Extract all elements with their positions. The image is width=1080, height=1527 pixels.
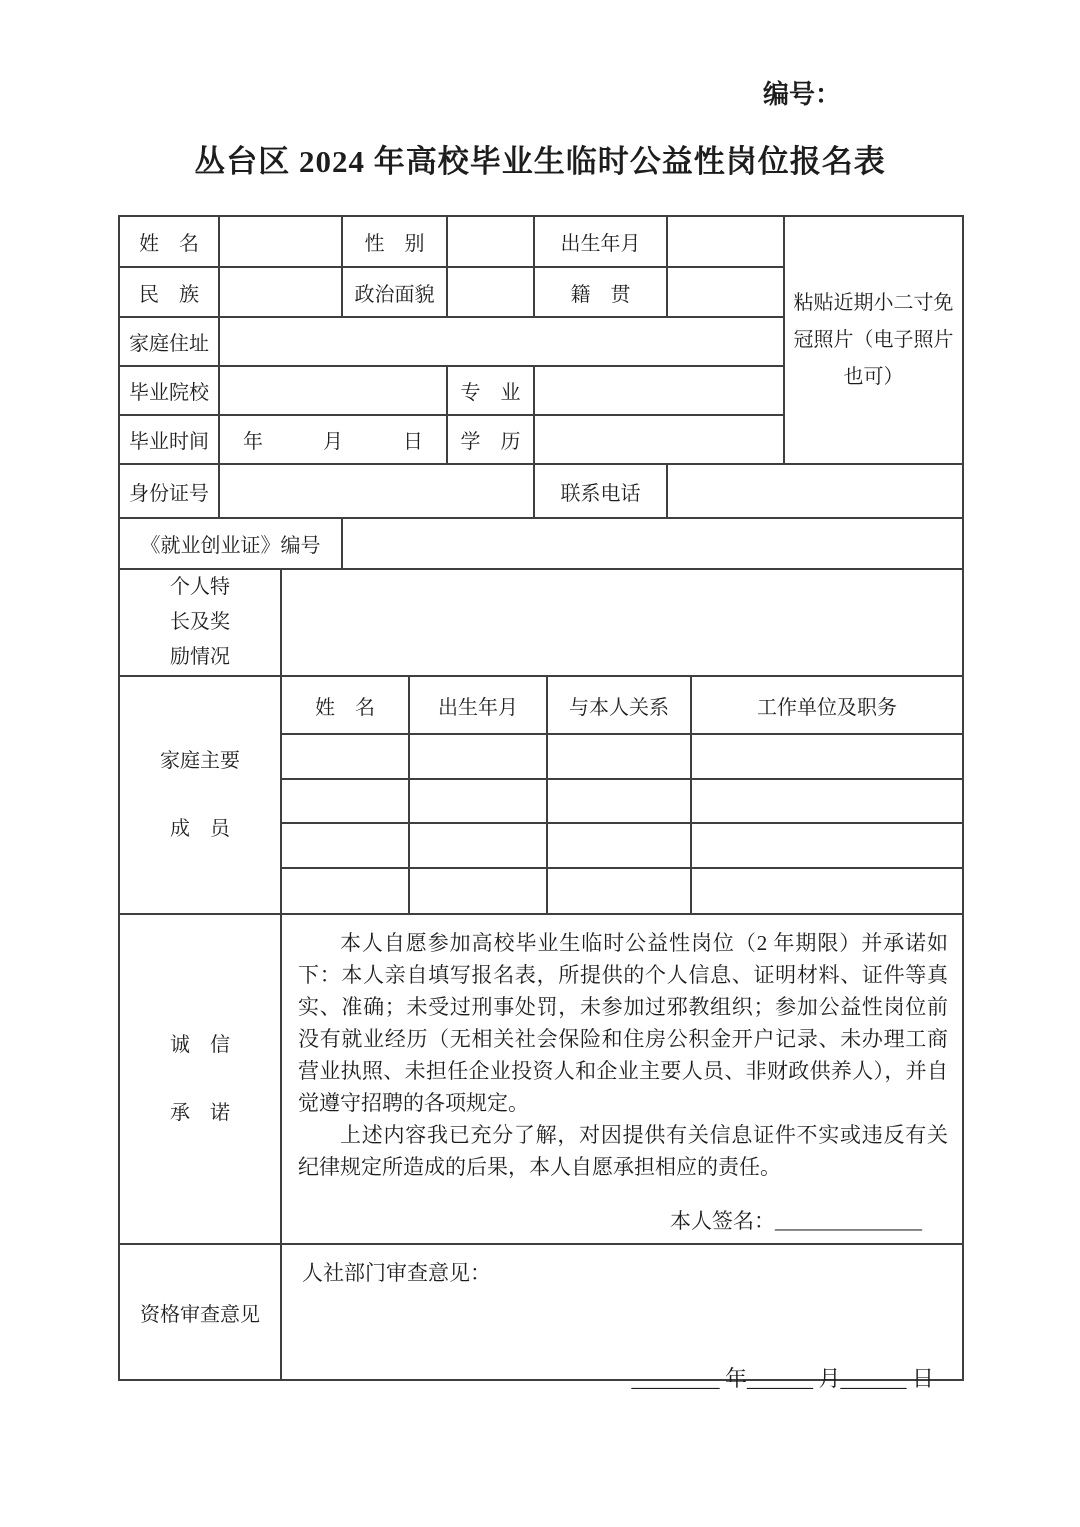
family-member-cell [281,779,409,823]
family-member-cell [691,779,963,823]
family-col-relation: 与本人关系 [547,676,691,734]
date-signature-line: ________ 年______ 月______ 日 [631,1366,934,1391]
pledge-label-line2: 承 诺 [170,1102,230,1124]
native-place-label-cell: 籍 贯 [534,267,667,317]
family-members-table [118,675,964,915]
political-status-label-cell: 政治面貌 [342,267,447,317]
graduation-date-label-cell: 毕业时间 [119,415,219,464]
review-table [118,1243,964,1381]
birth-date-value-cell [667,216,784,267]
review-label-cell: 资格审查意见 [119,1244,281,1380]
family-label-line1: 家庭主要 [160,750,240,772]
home-address-value-cell [219,317,784,366]
family-member-cell [547,734,691,779]
employment-cert-value-cell [342,518,963,569]
graduate-school-value-cell [219,366,447,415]
graduate-school-label-cell: 毕业院校 [119,366,219,415]
applicant-signature-line: 本人签名：______________ [670,1209,922,1233]
review-content-cell: 人社部门审查意见： [281,1244,963,1380]
family-member-cell [409,734,547,779]
gender-label-cell: 性 别 [342,216,447,267]
birth-date-label-cell: 出生年月 [534,216,667,267]
row-id-phone [119,464,963,518]
family-member-cell [409,823,547,868]
family-col-workplace: 工作单位及职务 [691,676,963,734]
family-members-label-cell [119,676,281,914]
family-member-cell [691,868,963,914]
strengths-value-cell [281,569,963,676]
employment-cert-label-cell: 《就业创业证》编号 [119,518,342,569]
family-member-cell [281,734,409,779]
ethnicity-label-cell: 民 族 [119,267,219,317]
strengths-label-line1: 个人特 [170,576,230,598]
name-value-cell [219,216,342,267]
gender-value-cell [447,216,534,267]
family-member-cell [409,779,547,823]
name-label-cell: 姓 名 [119,216,219,267]
row-name-gender-birth [119,216,963,267]
education-value-cell [534,415,784,464]
family-member-cell [281,823,409,868]
strengths-label-line2: 长及奖 [170,611,230,633]
serial-number-label: 编号： [763,80,842,109]
photo-placeholder-cell: 粘贴近期小二寸免冠照片（电子照片也可） [784,216,963,464]
pledge-paragraph-1: 本人自愿参加高校毕业生临时公益性岗位（2 年期限）并承诺如下：本人亲自填写报名表，所提供的个人信息、证明材料、证件等真实、准确；未受过刑事处罚，未参加过邪教组织；参加公益性岗位前没有就业经历（无相关社会保险和住房公积金开户记录、未办理工商营业执照、未担任企业投资人和企业主要人员、非财政供养人），并自觉遵守招聘的各项规定。 [298,931,948,1115]
education-label-cell: 学 历 [447,415,534,464]
ethnicity-value-cell [219,267,342,317]
graduation-date-value-cell: 年 月 日 [219,415,447,464]
strengths-label-cell [119,569,281,676]
family-member-cell [691,734,963,779]
family-label-line2: 成 员 [170,818,230,840]
strengths-label-line3: 励情况 [170,646,230,668]
row-pledge [119,914,963,1244]
native-place-value-cell [667,267,784,317]
major-value-cell [534,366,784,415]
political-status-value-cell [447,267,534,317]
id-number-value-cell [219,464,534,518]
home-address-label-cell: 家庭住址 [119,317,219,366]
pledge-content-cell [281,914,963,1244]
major-label-cell: 专 业 [447,366,534,415]
pledge-label-line1: 诚 信 [170,1034,230,1056]
row-employment-cert [119,518,963,569]
family-member-cell [281,868,409,914]
family-col-birth: 出生年月 [409,676,547,734]
family-member-cell [547,868,691,914]
row-strengths [119,569,963,676]
basic-info-table [118,215,964,570]
family-col-name: 姓 名 [281,676,409,734]
family-header-row [119,676,963,734]
family-member-cell [547,779,691,823]
row-review [119,1244,963,1380]
form-title: 丛台区 2024 年高校毕业生临时公益性岗位报名表 [194,144,886,179]
pledge-label-cell [119,914,281,1244]
contact-phone-label-cell: 联系电话 [534,464,667,518]
family-member-cell [547,823,691,868]
form-body [118,215,962,1381]
family-member-cell [691,823,963,868]
contact-phone-value-cell [667,464,963,518]
pledge-table [118,913,964,1245]
id-number-label-cell: 身份证号 [119,464,219,518]
strengths-table [118,568,964,677]
family-member-cell [409,868,547,914]
pledge-paragraph-2: 上述内容我已充分了解，对因提供有关信息证件不实或违反有关纪律规定所造成的后果，本人自愿承担相应的责任。 [298,1123,948,1179]
